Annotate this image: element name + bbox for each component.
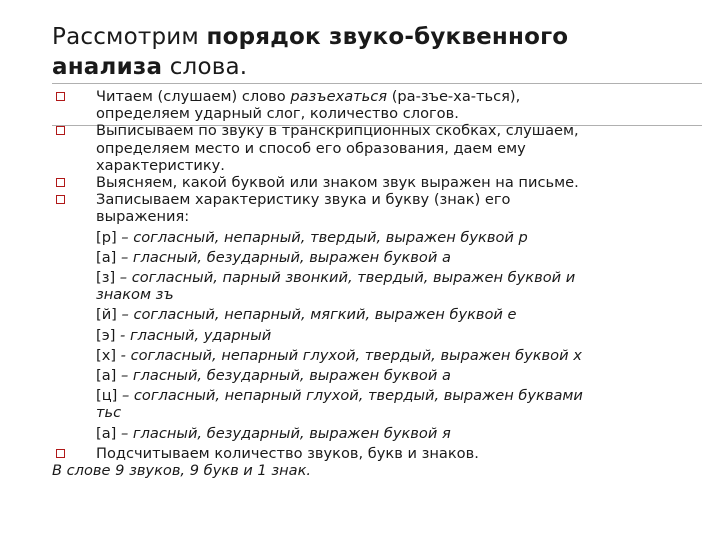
- square-bullet-icon: [56, 92, 65, 101]
- slide-title: [52, 22, 672, 82]
- step-count: Подсчитываем количество звуков, букв и знаков.: [52, 445, 692, 462]
- step-letter: Выясняем, какой буквой или знаком звук выражен на письме.: [52, 174, 692, 191]
- sound-line: [х] - согласный, непарный глухой, твердый, выражен буквой х: [96, 346, 582, 364]
- sound-line: [э] - гласный, ударный: [96, 326, 272, 344]
- title-bold-2: анализа: [52, 54, 163, 80]
- sound-line: [р] – согласный, непарный, твердый, выражен буквой р: [96, 228, 528, 246]
- step-read-word: Читаем (слушаем) слово разъехаться (ра-зъе-ха-ться), определяем ударный слог, количество слогов.: [52, 88, 692, 122]
- conclusion-text: В слове 9 звуков, 9 букв и 1 знак.: [52, 462, 312, 480]
- square-bullet-icon: [56, 178, 65, 187]
- sound-line: [з] – согласный, парный звонкий, твердый, выражен буквой и знаком зъ: [96, 269, 576, 304]
- sound-line: [а] – гласный, безударный, выражен буквой я: [96, 424, 451, 442]
- square-bullet-icon: [56, 195, 65, 204]
- title-text-2: слова.: [162, 54, 248, 80]
- slide-body: [52, 88, 692, 479]
- square-bullet-icon: [56, 126, 65, 135]
- sound-line: [й] – согласный, непарный, мягкий, выражен буквой е: [96, 306, 517, 324]
- title-bold-1: порядок звуко-буквенного: [206, 24, 569, 50]
- example-word: разъехаться: [290, 88, 388, 105]
- sound-line: [ц] – согласный, непарный глухой, твердый, выражен буквами тьс: [96, 387, 583, 422]
- sound-line: [а] – гласный, безударный, выражен буквой а: [96, 248, 451, 266]
- step-write-characteristic: Записываем характеристику звука и букву (знак) его выражения:: [52, 191, 692, 225]
- divider-line: [52, 83, 702, 84]
- square-bullet-icon: [56, 449, 65, 458]
- sound-line: [а] – гласный, безударный, выражен буквой а: [96, 367, 451, 385]
- title-text-1: Рассмотрим: [52, 24, 207, 50]
- step-transcription: Выписываем по звуку в транскрипционных скобках, слушаем, определяем место и способ его образования, даем ему характеристику.: [52, 122, 692, 174]
